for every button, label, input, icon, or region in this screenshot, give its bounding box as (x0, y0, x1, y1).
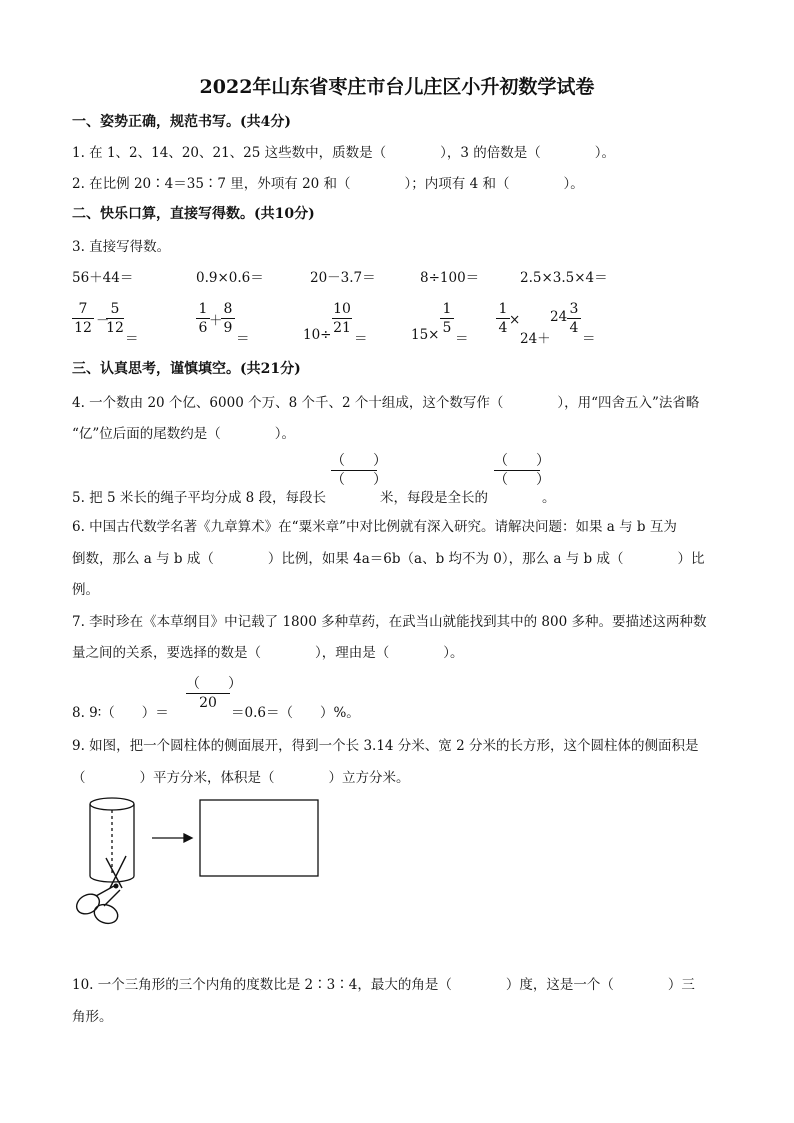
equals-2: ＝ (236, 331, 250, 347)
equals-4: ＝ (455, 331, 469, 347)
question-6-line-3: 例。 (72, 582, 99, 598)
fraction-7-12: 7 12 (72, 300, 94, 337)
question-8-pre: 8. 9∶（ ）＝ (72, 705, 169, 721)
arrow-right-icon (152, 834, 192, 842)
equals-5: ＝ (582, 331, 596, 347)
times-sign: × (509, 312, 521, 328)
oral-item-5: 2.5×3.5×4＝ (520, 270, 608, 286)
question-7-line-1: 7. 李时珍在《本草纲目》中记载了 1800 多种草药，在武当山就能找到其中的 800 多种。要描述这两种数 (72, 614, 707, 630)
oral-item-3: 20－3.7＝ (310, 270, 376, 286)
q5-fraction-blank-1: （ ） （ ） (331, 453, 387, 488)
fraction-1-6: 1 6 (196, 300, 210, 337)
question-1: 1. 在 1、2、14、20、21、25 这些数中，质数是（ ），3 的倍数是（ ）。 (72, 145, 616, 161)
question-4-line-2: “亿”位后面的尾数约是（ ）。 (72, 426, 296, 442)
question-9-line-2: （ ）平方分米，体积是（ ）立方分米。 (72, 770, 410, 786)
question-8-post: ＝0.6＝（ ）%。 (231, 705, 360, 721)
question-6-line-1: 6. 中国古代数学名著《九章算术》在“粟米章”中对比例就有深入研究。请解决问题：如果 a 与 b 互为 (72, 519, 677, 535)
q8-fraction: （ ） 20 (186, 676, 242, 711)
equals-3: ＝ (354, 331, 368, 347)
fraction-5-12: 5 12 (106, 301, 124, 336)
question-5-end: 。 (542, 490, 556, 506)
fraction-3-4: 3 4 (567, 300, 581, 337)
mixed-whole-24: 24 (550, 309, 568, 325)
question-10-line-1: 10. 一个三角形的三个内角的度数比是 2∶3∶4，最大的角是（ ）度，这是一个（ ）三 (72, 977, 695, 993)
section-1-heading: 一、姿势正确，规范书写。(共4分) (72, 114, 291, 130)
section-2-heading: 二、快乐口算，直接写得数。(共10分) (72, 206, 315, 222)
prefix-15-times: 15× (411, 327, 440, 343)
question-6-line-2: 倒数，那么 a 与 b 成（ ）比例，如果 4a＝6b（a、b 均不为 0），那么 a 与 b 成（ ）比 (72, 551, 705, 567)
q5-fraction-blank-2: （ ） （ ） (494, 453, 550, 488)
oral-item-4: 8÷100＝ (420, 270, 480, 286)
plus-sign: ＋ (209, 313, 223, 329)
fraction-10-21: 10 21 (333, 301, 351, 336)
fraction-1-4: 1 4 (496, 300, 510, 337)
oral-item-2: 0.9×0.6＝ (196, 270, 264, 286)
oral-item-1: 56＋44＝ (72, 270, 134, 286)
question-9-line-1: 9. 如图，把一个圆柱体的侧面展开，得到一个长 3.14 分米、宽 2 分米的长方形，这个圆柱体的侧面积是 (72, 738, 699, 754)
question-7-line-2: 量之间的关系，要选择的数是（ ），理由是（ ）。 (72, 645, 464, 661)
fraction-1-5: 1 5 (440, 300, 454, 337)
prefix-24-plus: 24＋ (520, 331, 551, 347)
question-4-line-1: 4. 一个数由 20 个亿、6000 个万、8 个千、2 个十组成，这个数写作（ ），用“四舍五入”法省略 (72, 395, 700, 411)
question-2: 2. 在比例 20∶4＝35∶7 里，外项有 20 和（ ）；内项有 4 和（ ）。 (72, 176, 584, 192)
question-10-line-2: 角形。 (72, 1009, 113, 1025)
cylinder-unfold-figure (70, 792, 330, 932)
question-5-text: 5. 把 5 米长的绳子平均分成 8 段，每段长 (72, 490, 327, 506)
scissors-icon (73, 856, 126, 927)
question-3: 3. 直接写得数。 (72, 239, 171, 255)
section-3-heading: 三、认真思考，谨慎填空。(共21分) (72, 361, 301, 377)
unfolded-rectangle (200, 800, 318, 876)
minus-sign: － (96, 313, 110, 329)
page-title: 2022年山东省枣庄市台儿庄区小升初数学试卷 (199, 76, 595, 98)
fraction-8-9: 8 9 (221, 300, 235, 337)
prefix-10-div: 10÷ (303, 327, 332, 343)
equals-1: ＝ (125, 331, 139, 347)
question-5-mid: 米，每段是全长的 (380, 490, 488, 506)
